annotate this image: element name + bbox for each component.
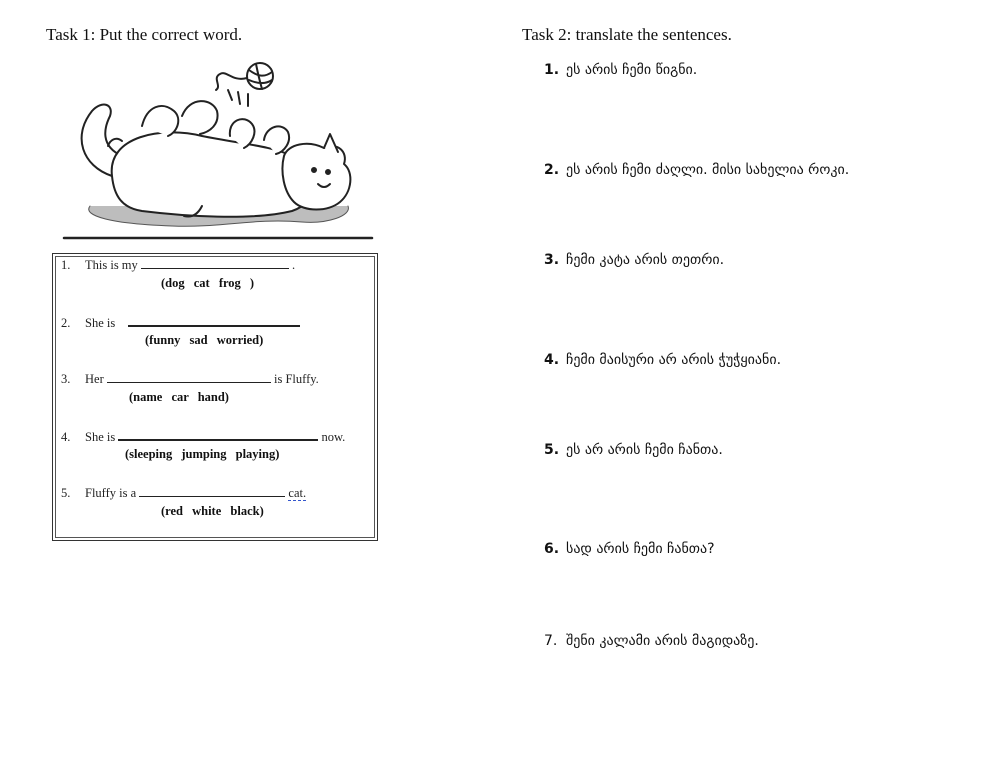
sentence-3: [544, 252, 724, 268]
item-number: 2.: [61, 316, 71, 330]
sentence-number: 7.: [544, 633, 558, 649]
task1-exercise-box: [52, 253, 378, 541]
sentence-number: 5.: [544, 442, 560, 458]
options-1: (dog cat frog ): [161, 276, 255, 290]
sentence-text: ეს არის ჩემი ძაღლი. მისი სახელია როკი.: [566, 162, 850, 178]
answer-blank[interactable]: [128, 315, 300, 327]
sentence-2: [544, 162, 849, 178]
sentence-number: 2.: [544, 162, 560, 178]
options-4: (sleeping jumping playing): [125, 447, 280, 461]
sentence-number: 6.: [544, 541, 560, 557]
exercise-item-4: [61, 429, 345, 445]
answer-blank[interactable]: [118, 429, 318, 441]
item-text: Her: [85, 372, 104, 386]
task1-title: Task 1: Put the correct word.: [46, 25, 243, 44]
options-5: (red white black): [161, 504, 264, 518]
answer-blank[interactable]: [107, 372, 271, 383]
sentence-number: 3.: [544, 252, 560, 268]
exercise-item-2: [61, 315, 300, 331]
answer-blank[interactable]: [141, 258, 289, 269]
options-2: (funny sad worried): [145, 333, 264, 347]
item-number: 3.: [61, 372, 71, 386]
sentence-text: ჩემი მაისური არ არის ჭუჭყიანი.: [566, 352, 782, 368]
sentence-text: სად არის ჩემი ჩანთა?: [566, 541, 715, 557]
item-text: Fluffy is a: [85, 486, 137, 500]
sentence-7: [544, 633, 759, 649]
sentence-text: შენი კალამი არის მაგიდაზე.: [566, 633, 759, 649]
cat-drawing: [52, 56, 382, 242]
sentence-5: [544, 442, 723, 458]
sentence-text: ეს არის ჩემი წიგნი.: [566, 62, 698, 78]
exercise-item-1: [61, 258, 295, 273]
item-number: 5.: [61, 486, 71, 500]
exercise-item-3: [61, 372, 319, 387]
item-text-after: now.: [321, 430, 346, 444]
item-number: 4.: [61, 430, 71, 444]
item-text-after: cat.: [288, 486, 307, 500]
options-3: (name car hand): [129, 390, 229, 404]
answer-blank[interactable]: [139, 486, 285, 497]
exercise-item-5: [61, 486, 306, 501]
sentence-text: ჩემი კატა არის თეთრი.: [566, 252, 725, 268]
sentence-4: [544, 352, 781, 368]
sentence-number: 4.: [544, 352, 560, 368]
cat-illustration: [52, 56, 382, 242]
sentence-number: 1.: [544, 62, 560, 78]
sentence-6: [544, 541, 715, 557]
item-text-after: .: [292, 258, 296, 272]
sentence-1: [544, 62, 697, 78]
task2-title: Task 2: translate the sentences.: [522, 25, 732, 44]
sentence-text: ეს არ არის ჩემი ჩანთა.: [566, 442, 723, 458]
item-text: She is: [85, 430, 116, 444]
item-text-after: is Fluffy.: [274, 372, 319, 386]
item-number: 1.: [61, 258, 71, 272]
item-text: She is: [85, 316, 116, 330]
item-text: This is my: [85, 258, 138, 272]
